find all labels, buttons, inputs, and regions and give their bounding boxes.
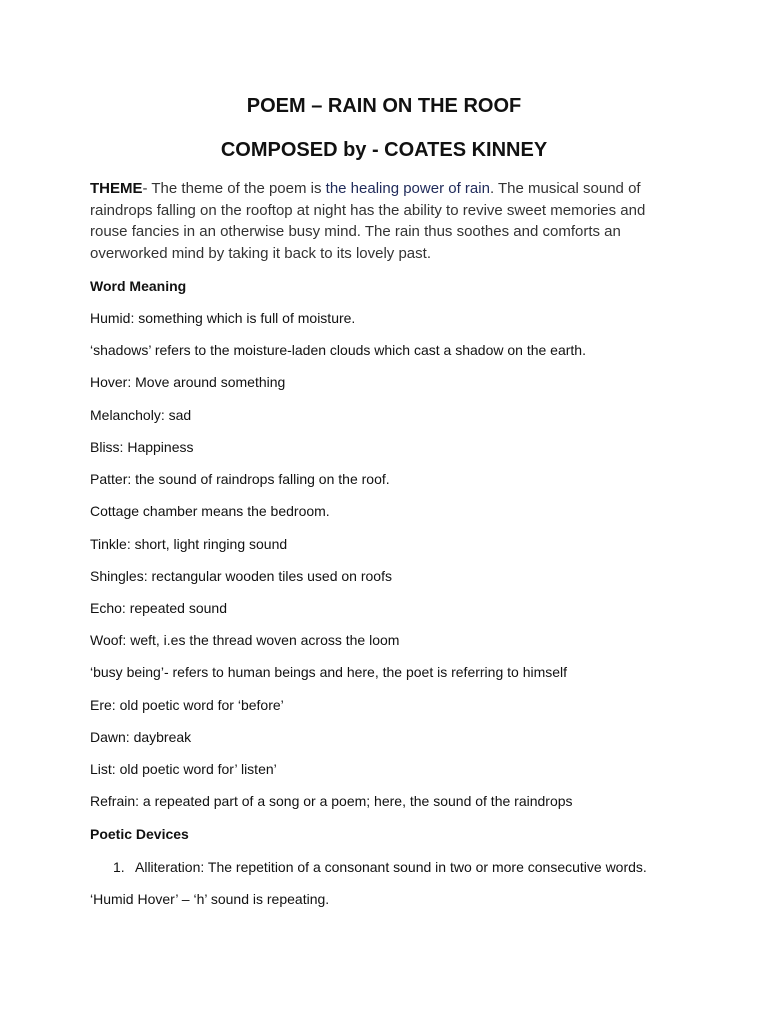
word-meaning-item: Echo: repeated sound bbox=[90, 600, 227, 616]
word-meaning-item: Patter: the sound of raindrops falling on the roof. bbox=[90, 471, 390, 487]
theme-rest: . The musical sound of raindrops falling on the rooftop at night has the ability to revive sweet memories and rouse fancies in an otherwise busy mind. The rain thus soothes and comforts an overworked mind by taking it back to its lovely past. bbox=[90, 180, 646, 262]
word-meaning-item: ‘shadows’ refers to the moisture-laden clouds which cast a shadow on the earth. bbox=[90, 342, 586, 358]
word-meaning-item: Bliss: Happiness bbox=[90, 439, 194, 455]
poem-title: POEM – RAIN ON THE ROOF bbox=[246, 95, 522, 117]
word-meaning-item: Ere: old poetic word for ‘before’ bbox=[90, 697, 284, 713]
word-meaning-item: ‘busy being’- refers to human beings and here, the poet is referring to himself bbox=[90, 664, 568, 680]
word-meaning-item: Melancholy: sad bbox=[90, 407, 192, 423]
word-meaning-item: Cottage chamber means the bedroom. bbox=[90, 503, 330, 519]
word-meaning-item: Hover: Move around something bbox=[90, 374, 286, 390]
poetic-devices-heading: Poetic Devices bbox=[90, 826, 189, 842]
theme-highlight: the healing power of rain bbox=[325, 180, 490, 197]
device-text: Alliteration: The repetition of a consonant sound in two or more consecutive words. bbox=[135, 859, 647, 875]
list-number: 1. bbox=[113, 859, 125, 875]
word-meaning-heading: Word Meaning bbox=[90, 278, 187, 294]
word-meaning-item: Woof: weft, i.es the thread woven across the loom bbox=[90, 632, 400, 648]
word-meaning-item: Dawn: daybreak bbox=[90, 729, 192, 745]
theme-paragraph bbox=[90, 178, 665, 264]
poem-author: COMPOSED by - COATES KINNEY bbox=[220, 139, 548, 161]
word-meaning-item: Refrain: a repeated part of a song or a poem; here, the sound of the raindrops bbox=[90, 793, 573, 809]
word-meaning-item: List: old poetic word for’ listen’ bbox=[90, 761, 277, 777]
word-meaning-item: Humid: something which is full of moisture. bbox=[90, 310, 356, 326]
word-meaning-item: Tinkle: short, light ringing sound bbox=[90, 536, 288, 552]
device-list-item bbox=[113, 858, 647, 876]
example-line: ‘Humid Hover’ – ‘h’ sound is repeating. bbox=[90, 891, 330, 907]
theme-lead: - The theme of the poem is bbox=[142, 180, 326, 197]
word-meaning-item: Shingles: rectangular wooden tiles used on roofs bbox=[90, 568, 392, 584]
theme-label: THEME bbox=[90, 180, 143, 197]
